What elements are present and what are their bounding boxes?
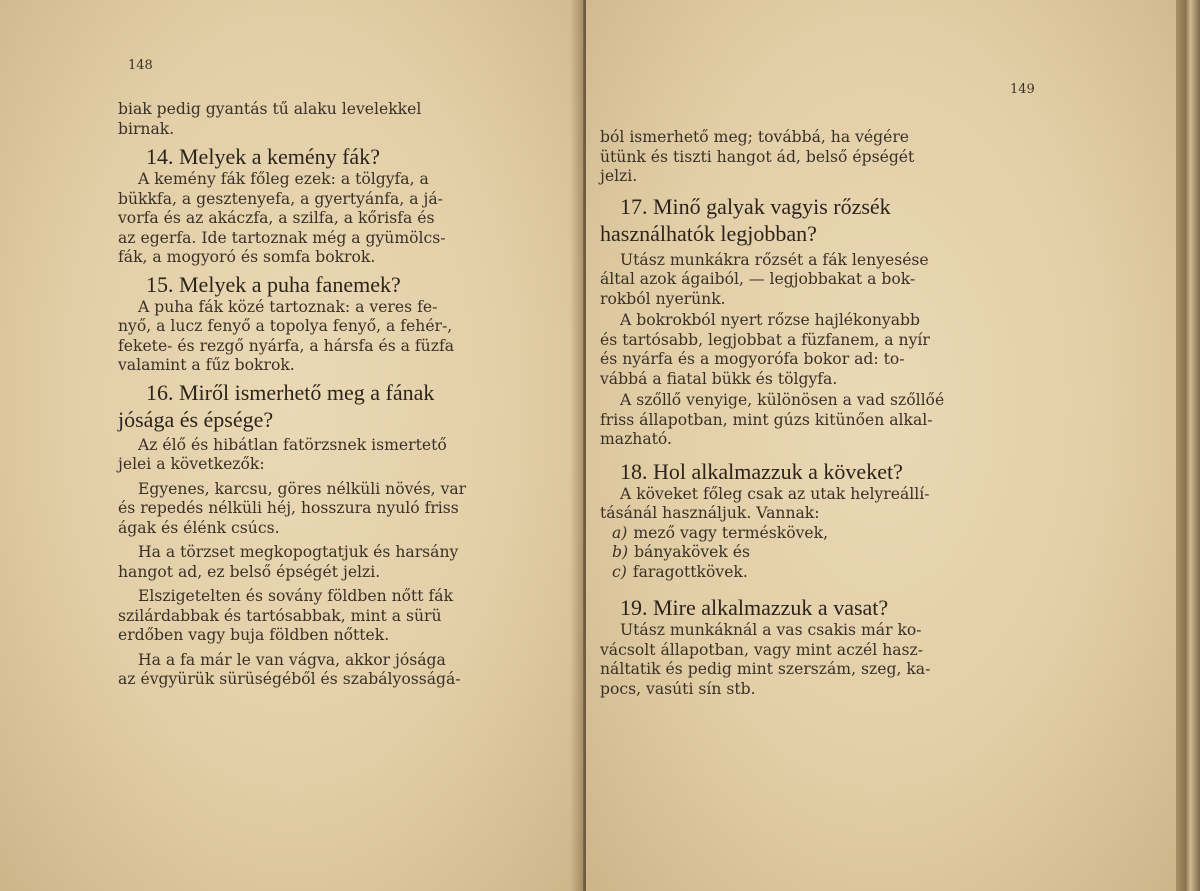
left-text-column (118, 100, 568, 690)
text-line: A puha fák közé tartoznak: a veres fe- (138, 297, 438, 316)
text-line: pocs, vasúti sín stb. (600, 679, 756, 698)
list-marker: a) (612, 523, 628, 542)
text-line: Elszigetelten és sovány földben nőtt fák (138, 587, 454, 605)
question-heading: 14. Melyek a kemény fák? (146, 144, 380, 169)
text-line: fák, a mogyoró és somfa bokrok. (118, 248, 376, 266)
question-heading: 17. Minő galyak vagyis rőzsék (620, 193, 891, 219)
text-line: vábbá a fiatal bükk és tölgyfa. (600, 369, 838, 388)
text-line: vorfa és az akáczfa, a szilfa, a kőrisfa és (118, 209, 435, 227)
list-marker: b) (612, 543, 629, 561)
text-line: Utász munkákra rőzsét a fák lenyesése (620, 250, 929, 269)
text-line: Ha a törzset megkopogtatjuk és harsány (138, 543, 459, 561)
text-line: rokból nyerünk. (600, 289, 726, 308)
text-line: jelzi. (600, 167, 638, 185)
text-line: náltatik és pedig mint szerszám, szeg, ka- (600, 660, 931, 678)
text-line: bükkfa, a gesztenyefa, a gyertyánfa, a já- (118, 189, 443, 208)
text-line: mazható. (600, 430, 672, 448)
text-line: erdőben vagy buja földben nőttek. (118, 626, 390, 644)
question-heading: 18. Hol alkalmazzuk a köveket? (620, 458, 903, 484)
question-heading: 16. Miről ismerhető meg a fának (146, 379, 435, 405)
text-line: A kemény fák főleg ezek: a tölgyfa, a (138, 170, 429, 188)
text-line: Ha a fa már le van vágva, akkor jósága (138, 650, 446, 669)
question-heading: 19. Mire alkalmazzuk a vasat? (620, 595, 889, 620)
text-line: fekete- és rezgő nyárfa, a hársfa és a füzfa (118, 336, 455, 355)
text-line: és tartósabb, legjobbat a füzfanem, a nyír (600, 330, 930, 349)
text-line: A szőllő venyige, különösen a vad szőllőé (620, 391, 945, 409)
text-line: Az élő és hibátlan fatörzsnek ismertető (138, 435, 447, 454)
text-line: valamint a fűz bokrok. (118, 356, 295, 374)
text-line: ból ismerhető meg; továbbá, ha végére (600, 128, 910, 146)
text-line: A köveket főleg csak az utak helyreállí- (620, 484, 930, 503)
text-line: friss állapotban, mint gúzs kitünően alkal- (600, 410, 933, 429)
text-line: az egerfa. Ide tartoznak még a gyümölcs- (118, 228, 446, 247)
text-line: birnak. (118, 119, 175, 138)
text-line: hangot ad, ez belső épségét jelzi. (118, 562, 381, 581)
right-text-column (600, 128, 1050, 699)
list-item (600, 543, 1050, 563)
text-line: vácsolt állapotban, vagy mint aczél hasz- (600, 640, 924, 659)
page-number: 148 (128, 58, 153, 73)
list-item-text: mező vagy terméskövek, (633, 523, 829, 542)
text-line: tásánál használjuk. Vannak: (600, 504, 820, 522)
text-line: szilárdabbak és tartósabbak, mint a sürü (118, 606, 442, 625)
list-item-text: bányakövek és (634, 543, 751, 561)
right-page (586, 0, 1176, 891)
page-edges (1176, 0, 1200, 891)
question-heading: használhatók legjobban? (600, 220, 817, 246)
text-line: jelei a következők: (118, 455, 265, 473)
list-marker: c) (612, 562, 627, 581)
text-line: biak pedig gyantás tű alaku levelekkel (118, 100, 422, 118)
list-item-text: faragottkövek. (632, 562, 748, 581)
text-line: ágak és élénk csúcs. (118, 518, 280, 537)
text-line: az évgyürük sürüségéből és szabályosságá- (118, 670, 461, 688)
text-line: által azok ágaiból, — legjobbakat a bok- (600, 270, 916, 288)
text-line: Utász munkáknál a vas csakis már ko- (620, 621, 922, 639)
question-heading: jósága és épsége? (118, 406, 274, 432)
left-page (0, 0, 584, 891)
list-item (600, 524, 1050, 544)
text-line: Egyenes, karcsu, göres nélküli növés, var (138, 479, 467, 498)
page-number: 149 (1010, 82, 1035, 97)
text-line: és nyárfa és a mogyorófa bokor ad: to- (600, 350, 905, 368)
question-heading: 15. Melyek a puha fanemek? (146, 271, 401, 297)
text-line: nyő, a lucz fenyő a topolya fenyő, a fehér-, (118, 317, 453, 335)
list-item (600, 563, 1050, 583)
text-line: és repedés nélküli héj, hosszura nyuló friss (118, 499, 459, 517)
text-line: ütünk és tiszti hangot ád, belső épségét (600, 147, 915, 166)
text-line: A bokrokból nyert rőzse hajlékonyabb (620, 311, 920, 329)
